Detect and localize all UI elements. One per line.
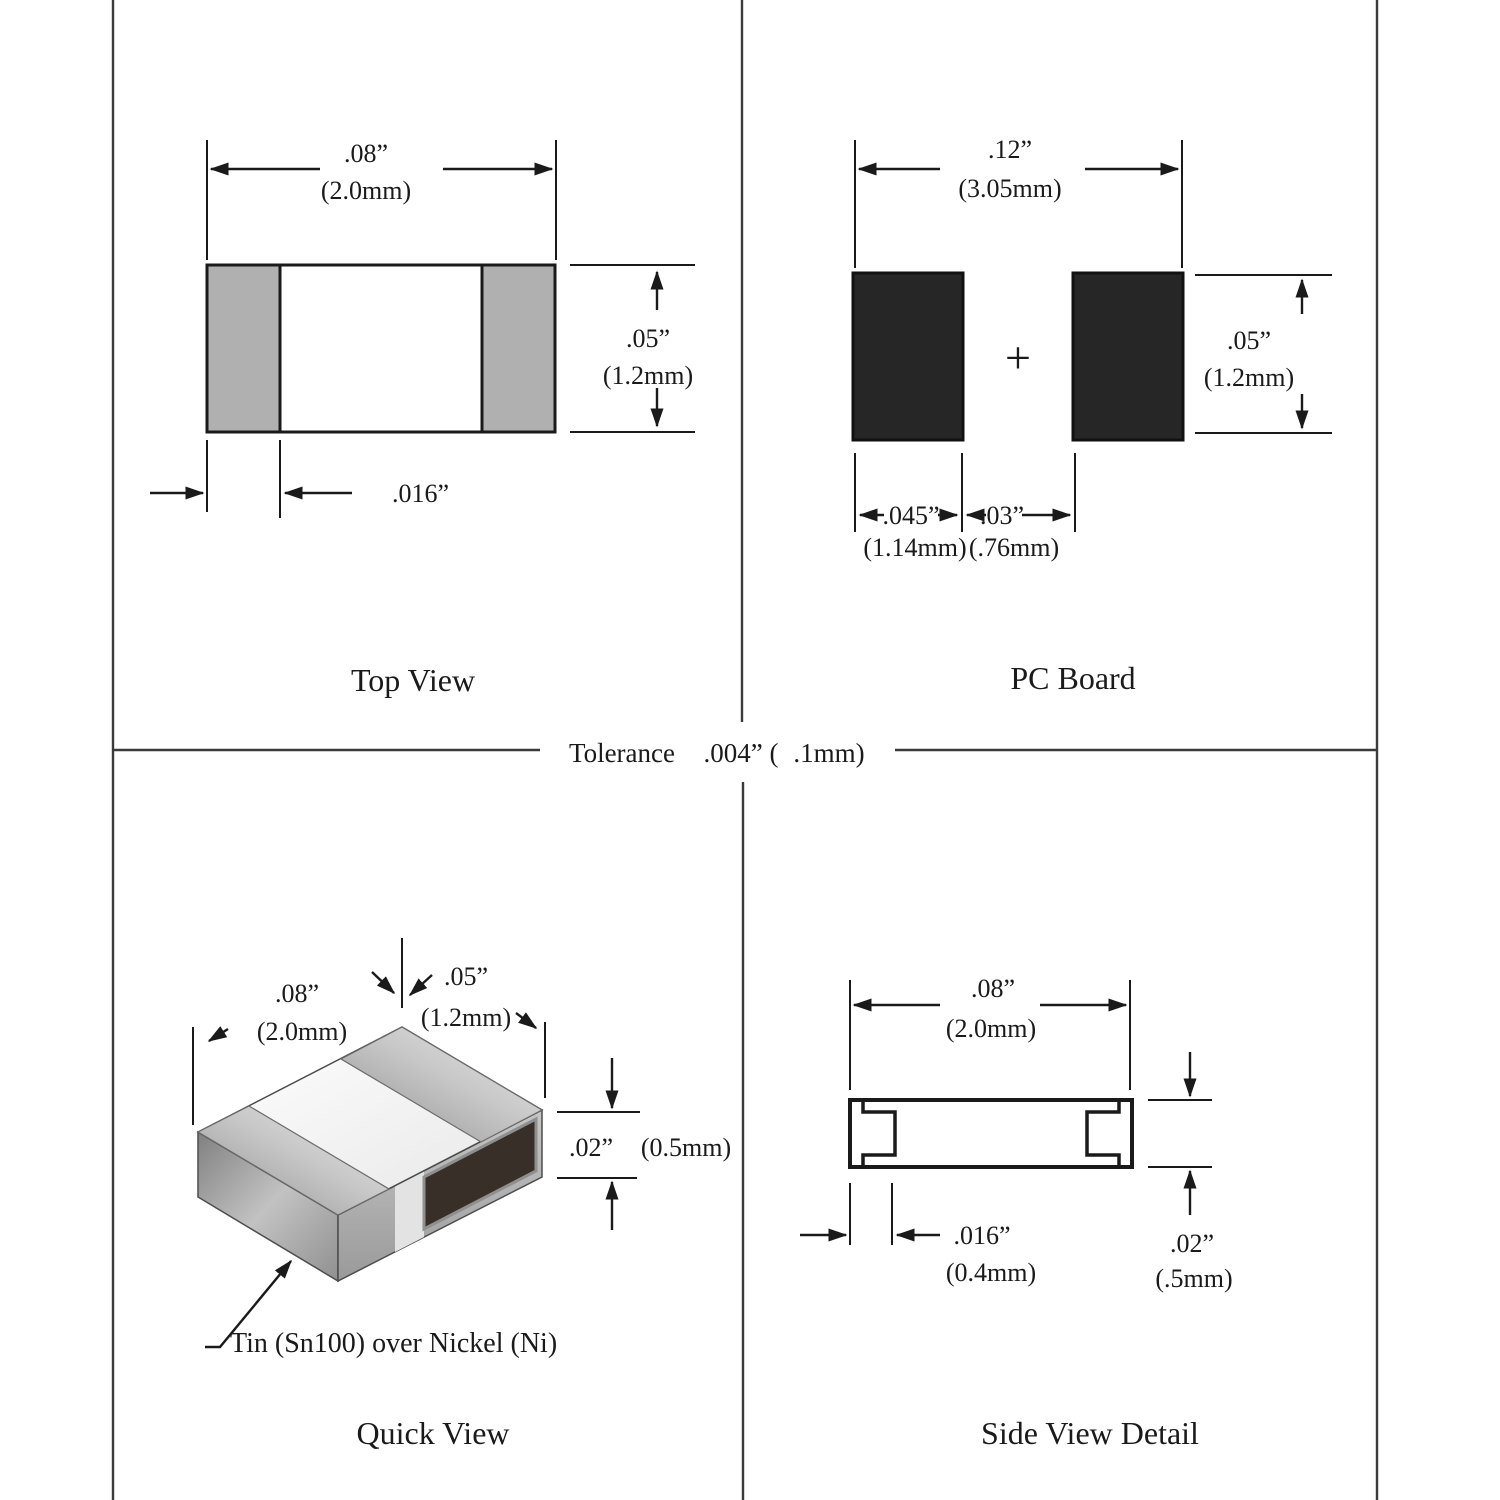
side-view-height-mm: (.5mm) [1155, 1264, 1233, 1293]
pc-board-height-in: .05” [1226, 326, 1272, 355]
top-view-left-terminal [207, 265, 280, 432]
side-view-diagram [800, 974, 1233, 1451]
pc-board-right-pad [1073, 273, 1183, 440]
quick-view-length-mm: (2.0mm) [256, 1017, 348, 1046]
top-view-width-mm: (2.0mm) [320, 176, 412, 205]
top-view-height-mm: (1.2mm) [602, 361, 694, 390]
pc-board-pad-in: .045” [882, 501, 940, 530]
quick-view-width-mm: (1.2mm) [420, 1003, 512, 1032]
quick-view-length-in: .08” [274, 979, 320, 1008]
top-view-right-terminal [482, 265, 555, 432]
side-view-terminal-in: .016” [953, 1221, 1011, 1250]
pc-board-center-mark: + [1005, 332, 1031, 383]
dimension-arrow-diagonal [372, 972, 394, 993]
pc-board-left-pad [853, 273, 963, 440]
side-view-terminal-mm: (0.4mm) [945, 1258, 1037, 1287]
quick-view-height-mm: (0.5mm) [640, 1133, 732, 1162]
side-view-height-in: .02” [1169, 1229, 1215, 1258]
quick-view-caption: Quick View [356, 1415, 510, 1451]
pc-board-width-in: .12” [987, 135, 1033, 164]
quick-view-diagram [193, 938, 731, 1451]
pc-board-gap-mm: (.76mm) [968, 533, 1060, 562]
top-view-diagram [150, 139, 695, 698]
top-view-caption: Top View [350, 662, 476, 698]
tolerance-label: Tolerance [568, 738, 676, 768]
tolerance-value-mm: .1mm) [793, 738, 865, 768]
top-view-terminal-in: .016” [392, 479, 450, 508]
side-view-width-mm: (2.0mm) [945, 1014, 1037, 1043]
side-view-caption: Side View Detail [981, 1415, 1199, 1451]
pc-board-pad-mm: (1.14mm) [863, 533, 967, 562]
side-view-body [850, 1100, 1132, 1167]
pc-board-width-mm: (3.05mm) [958, 174, 1062, 203]
pc-board-gap-in: .03” [979, 501, 1025, 530]
pc-board-caption: PC Board [1010, 660, 1136, 696]
tolerance-value-in: .004” ( [703, 738, 779, 768]
quick-view-width-in: .05” [443, 962, 489, 991]
side-view-width-in: .08” [970, 974, 1016, 1003]
pc-board-height-mm: (1.2mm) [1203, 363, 1295, 392]
dimension-arrow-diagonal [209, 1029, 228, 1041]
quick-view-height-in: .02” [568, 1133, 614, 1162]
top-view-height-in: .05” [625, 324, 671, 353]
pc-board-diagram [853, 135, 1332, 696]
top-view-width-in: .08” [343, 139, 389, 168]
dimension-arrow-diagonal [516, 1013, 536, 1028]
dimension-arrow-diagonal [410, 975, 432, 995]
quick-view-plating-label: Tin (Sn100) over Nickel (Ni) [230, 1328, 558, 1359]
